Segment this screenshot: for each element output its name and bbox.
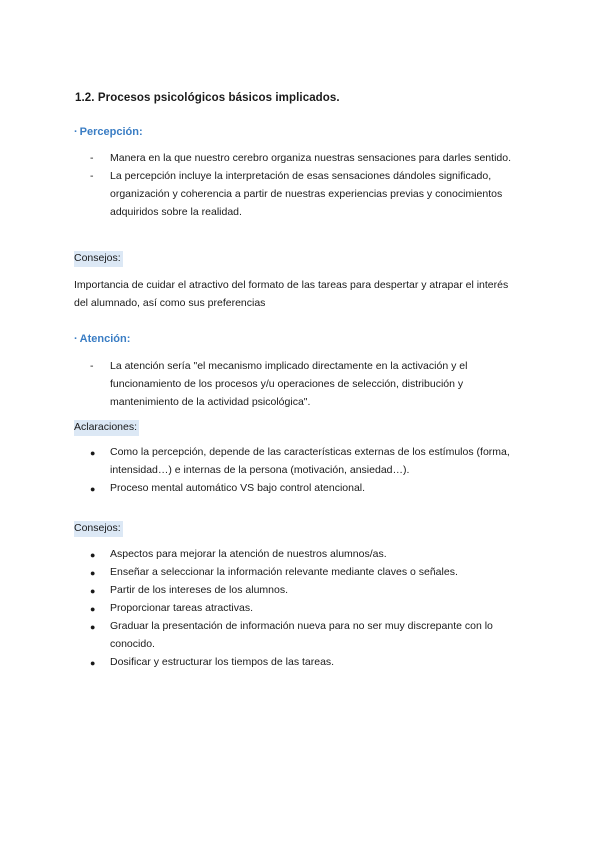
bullet-marker: ● bbox=[90, 586, 96, 596]
atencion-subheading bbox=[74, 333, 130, 345]
bullet-marker: ● bbox=[90, 604, 96, 614]
aclaraciones-label: Aclaraciones: bbox=[74, 420, 139, 436]
list-item-text: La percepción incluye la interpretación de esas sensaciones dándoles significado, organización y coherencia a partir de nuestras experiencias previas y conocimientos adquiridos sobre la realidad. bbox=[110, 170, 503, 218]
list-item-text: Como la percepción, depende de las características externas de los estímulos (forma, intensidad…) e internas de la persona (motivación, ansiedad…). bbox=[110, 446, 510, 476]
subheading-dot: · bbox=[74, 333, 78, 345]
dash-marker: - bbox=[90, 360, 94, 372]
subheading-dot: · bbox=[74, 126, 78, 138]
consejos-label: Consejos: bbox=[74, 251, 123, 267]
list-item bbox=[74, 563, 524, 581]
list-item-text: Enseñar a seleccionar la información relevante mediante claves o señales. bbox=[110, 566, 458, 578]
list-item bbox=[74, 443, 524, 479]
bullet-marker: ● bbox=[90, 550, 96, 560]
list-item bbox=[74, 599, 524, 617]
percepcion-subheading bbox=[74, 126, 143, 138]
list-item-text: Manera en la que nuestro cerebro organiza nuestras sensaciones para darles sentido. bbox=[110, 152, 511, 164]
bullet-marker: ● bbox=[90, 568, 96, 578]
list-item-text: Dosificar y estructurar los tiempos de las tareas. bbox=[110, 656, 335, 668]
list-item-text: Aspectos para mejorar la atención de nuestros alumnos/as. bbox=[110, 548, 387, 560]
bullet-marker: ● bbox=[90, 658, 96, 668]
list-item-text: La atención sería "el mecanismo implicado directamente en la activación y el funcionamiento de los procesos y/u operaciones de selección, distribución y mantenimiento de la actividad psicológica". bbox=[110, 360, 468, 408]
list-item bbox=[74, 167, 524, 221]
list-item-text: Graduar la presentación de información nueva para no ser muy discrepante con lo conocido. bbox=[110, 620, 493, 650]
dash-marker: - bbox=[90, 170, 94, 182]
aclaraciones-list bbox=[74, 443, 524, 497]
percepcion-title: Percepción: bbox=[79, 126, 143, 138]
list-item-text: Proceso mental automático VS bajo control atencional. bbox=[110, 482, 366, 494]
percepcion-list bbox=[74, 149, 524, 221]
dash-marker: - bbox=[90, 152, 94, 164]
list-item-text: Partir de los intereses de los alumnos. bbox=[110, 584, 289, 596]
list-item bbox=[74, 581, 524, 599]
section-heading: 1.2. Procesos psicológicos básicos implicados. bbox=[75, 92, 340, 104]
consejos-label: Consejos: bbox=[74, 521, 123, 537]
list-item bbox=[74, 479, 524, 497]
bullet-marker: ● bbox=[90, 484, 96, 494]
atencion-list bbox=[74, 357, 524, 411]
atencion-title: Atención: bbox=[79, 333, 131, 345]
list-item bbox=[74, 149, 524, 167]
list-item bbox=[74, 653, 524, 671]
consejos-list bbox=[74, 545, 524, 671]
bullet-marker: ● bbox=[90, 448, 96, 458]
bullet-marker: ● bbox=[90, 622, 96, 632]
list-item bbox=[74, 545, 524, 563]
list-item bbox=[74, 617, 524, 653]
consejos-paragraph: Importancia de cuidar el atractivo del formato de las tareas para despertar y atrapar el interés del alumnado, así como sus preferencias bbox=[74, 279, 509, 309]
list-item-text: Proporcionar tareas atractivas. bbox=[110, 602, 253, 614]
list-item bbox=[74, 357, 524, 411]
